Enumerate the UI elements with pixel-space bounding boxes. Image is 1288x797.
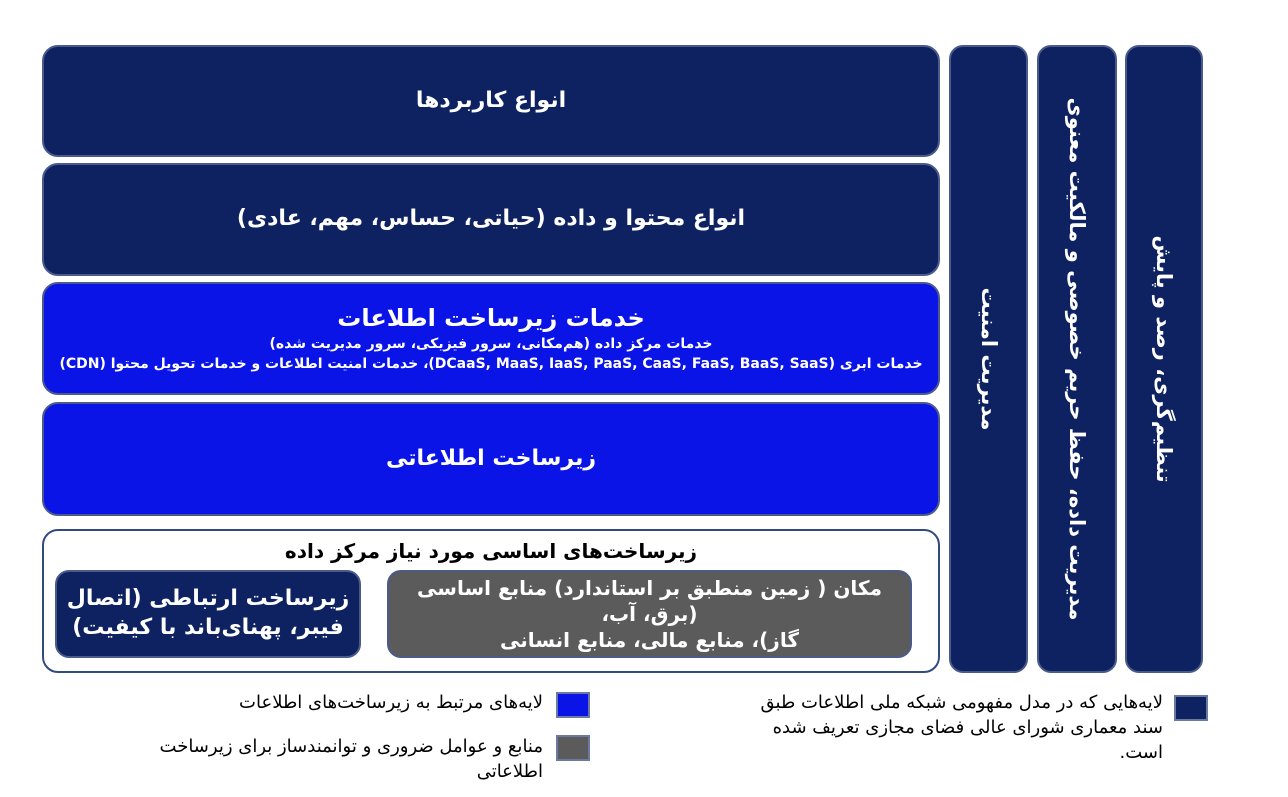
layer-app-types-label: انواع کاربردها [415, 87, 567, 113]
layer-content-types [42, 163, 940, 276]
legend-navy-text: لایه‌هایی که در مدل مفهومی شبکه ملی اطلاعات طبق سند معماری شورای عالی فضای مجازی تعریف شده است. [760, 692, 1163, 764]
legend-blue-text: لایه‌های مرتبط به زیرساخت‌های اطلاعات [239, 692, 543, 713]
layer-app-types [42, 45, 940, 157]
column-regulation [1125, 45, 1203, 673]
legend-swatch-navy [1174, 695, 1208, 721]
column-data-management [1037, 45, 1117, 673]
legend-gray-text: منابع و عوامل ضروری و توانمندساز برای زیرساخت اطلاعاتی [159, 736, 543, 783]
location-line2: گاز)، منابع مالی، منابع انسانی [500, 628, 799, 652]
column-regulation-label: تنظیم‌گری، رصد و پایش [1152, 235, 1176, 483]
location-resources-box [387, 570, 912, 658]
column-data-management-label: مدیریت داده، حفظ حریم خصوصی و مالکیت معنوی [1065, 97, 1089, 621]
layer-content-types-label: انواع محتوا و داده (حیاتی، حساس، مهم، عادی) [236, 206, 746, 232]
infra-services-line2: خدمات ابری (DCaaS, MaaS, IaaS, PaaS, CaaS, FaaS, BaaS, SaaS)، خدمات امنیت اطلاعات و خدمات تحویل محتوا (CDN) [59, 356, 923, 373]
legend-swatch-gray [556, 735, 590, 761]
comm-line2: فیبر، پهنای‌باند با کیفیت) [72, 615, 344, 640]
layer-info-infra [42, 402, 940, 516]
layer-infra-services [42, 282, 940, 395]
legend-swatch-blue [556, 692, 590, 718]
datacenter-base-title: زیرساخت‌های اساسی مورد نیاز مرکز داده [284, 539, 698, 563]
comm-line1: زیرساخت ارتباطی (اتصال [66, 586, 350, 612]
column-security [949, 45, 1028, 673]
infra-services-line1: خدمات مرکز داده (هم‌مکانی، سرور فیزیکی، سرور مدیریت شده) [269, 335, 713, 352]
column-security-label: مدیریت امنیت [976, 287, 1001, 431]
infra-services-title: خدمات زیرساخت اطلاعات [337, 303, 645, 332]
location-line1: مکان ( زمین منطبق بر استاندارد) منابع اساسی (برق، آب، [417, 576, 882, 626]
comm-infra-box [55, 570, 361, 658]
layer-info-infra-label: زیرساخت اطلاعاتی [385, 445, 597, 471]
